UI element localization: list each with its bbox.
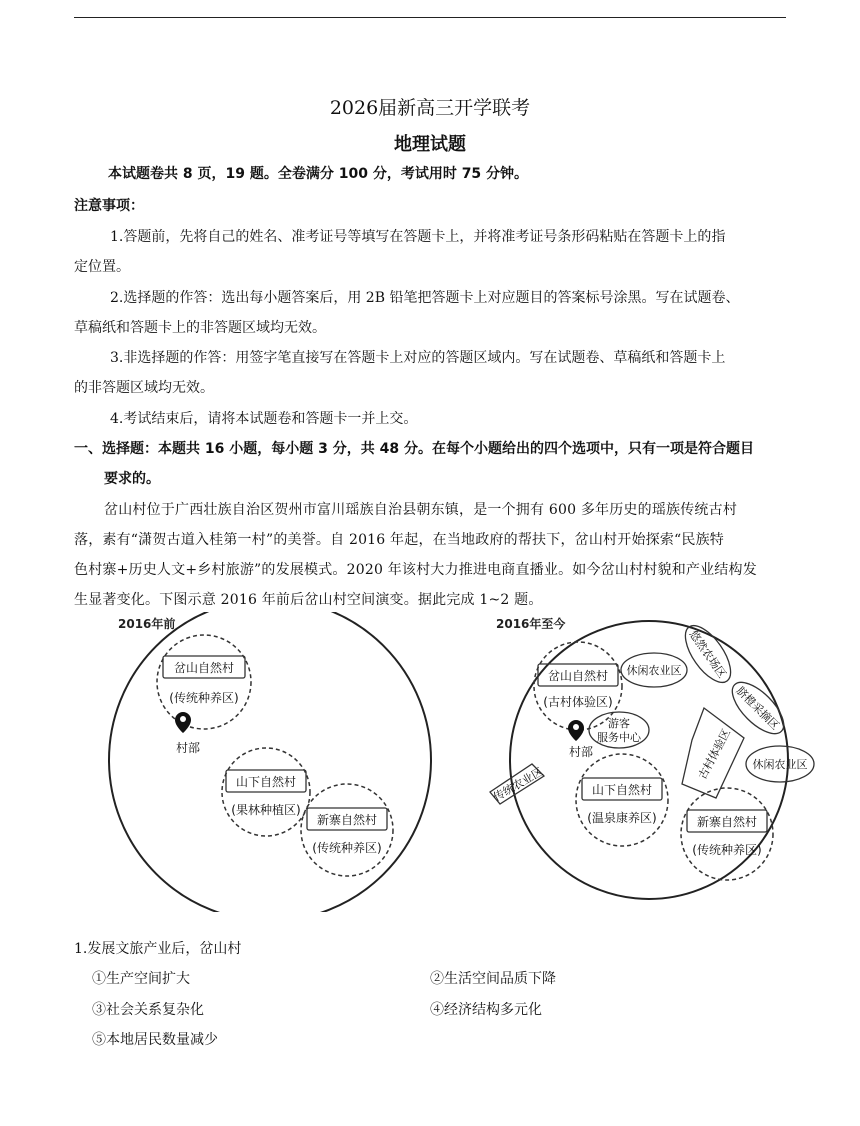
right-village-hq: 村部 [569, 745, 594, 759]
right-location-pin-icon [568, 720, 584, 741]
left-village-hq: 村部 [176, 741, 201, 755]
exam-title: 2026届新高三开学联考 [329, 97, 531, 119]
right-traditional-label: 传统农业区 [491, 765, 546, 804]
section-heading-line-2: 要求的。 [104, 471, 160, 487]
passage-line-1: 岔山村位于广西壮族自治区贺州市富川瑶族自治县朝东镇，是一个拥有 600 多年历史的瑶族传统古村 [104, 502, 738, 518]
right-tourist-center-line-2: 服务中心 [597, 731, 641, 744]
section-heading-line-1: 一、选择题：本题共 16 小题，每小题 3 分，共 48 分。在每个小题给出的四个选项中，只有一项是符合题目 [74, 441, 754, 457]
right-diagram-label: 2016年至今 [496, 617, 566, 631]
right-v1-func: (古村体验区) [543, 695, 613, 709]
notice-item-3-line-1: 3.非选择题的作答：用签字笔直接写在答题卡上对应的答题区域内。写在试题卷、草稿纸和答题卡上 [110, 350, 726, 366]
right-v2-name: 山下自然村 [591, 783, 653, 797]
question-1-option-5: ⑤本地居民数量减少 [92, 1032, 218, 1048]
right-leisure-label-1: 休闲农业区 [626, 664, 682, 677]
question-1-option-4: ④经济结构多元化 [430, 1002, 542, 1018]
exam-summary: 本试题卷共 8 页，19 题。全卷满分 100 分，考试用时 75 分钟。 [108, 166, 529, 182]
left-diagram-label: 2016年前 [118, 617, 176, 631]
right-v3-zone [681, 788, 773, 880]
notice-item-4: 4.考试结束后，请将本试题卷和答题卡一并上交。 [110, 411, 418, 427]
passage-line-3: 色村寨+历史人文+乡村旅游”的发展模式。2020 年该村大力推进电商直播业。如今岔山村村貌和产业结构发 [74, 562, 757, 578]
notice-heading: 注意事项： [74, 198, 144, 214]
question-1-stem: 1.发展文旅产业后，岔山村 [74, 941, 242, 957]
left-v2-func: (果林种植区) [231, 803, 301, 817]
left-v2-name: 山下自然村 [235, 775, 297, 789]
notice-item-1-line-1: 1.答题前，先将自己的姓名、准考证号等填写在答题卡上，并将准考证号条形码粘贴在答题卡上的指 [110, 229, 726, 245]
notice-item-2-line-2: 草稿纸和答题卡上的非答题区域均无效。 [74, 320, 326, 336]
left-v3-name: 新寨自然村 [316, 813, 378, 827]
right-v1-name: 岔山自然村 [547, 669, 609, 683]
right-farm-label: 悠然农场区 [686, 628, 729, 681]
right-v3-name: 新寨自然村 [696, 815, 758, 829]
left-v3-func: (传统种养区) [312, 841, 382, 855]
right-picking-label: 脐橙采摘区 [733, 684, 782, 733]
passage-line-4: 生显著变化。下图示意 2016 年前后岔山村空间演变。据此完成 1~2 题。 [74, 592, 543, 608]
passage-line-2: 落，素有“潇贺古道入桂第一村”的美誉。自 2016 年起，在当地政府的帮扶下，岔山村开始探索“民族特 [74, 532, 724, 548]
left-v1-name: 岔山自然村 [173, 661, 235, 675]
notice-item-2-line-1: 2.选择题的作答：选出每小题答案后，用 2B 铅笔把答题卡上对应题目的答案标号涂黑。写在试题卷、 [110, 290, 740, 306]
right-v3-func: (传统种养区) [692, 843, 762, 857]
right-ancient-label: 古村体验区 [695, 726, 734, 782]
right-leisure-label-2: 休闲农业区 [752, 758, 808, 771]
question-1-option-3: ③社会关系复杂化 [92, 1002, 204, 1018]
question-1-option-1: ①生产空间扩大 [92, 971, 190, 987]
village-spatial-evolution-figure [0, 612, 860, 912]
left-village-boundary [109, 612, 431, 912]
left-v1-func: (传统种养区) [169, 691, 239, 705]
left-location-pin-icon [175, 712, 191, 733]
right-v2-func: (温泉康养区) [587, 811, 657, 825]
notice-item-1-line-2: 定位置。 [74, 259, 130, 275]
right-tourist-center-line-1: 游客 [608, 717, 630, 730]
left-v1-zone [157, 635, 251, 729]
subject-title: 地理试题 [394, 134, 466, 155]
question-1-option-2: ②生活空间品质下降 [430, 971, 556, 987]
header-rule [74, 17, 786, 18]
notice-item-3-line-2: 的非答题区域均无效。 [74, 380, 214, 396]
